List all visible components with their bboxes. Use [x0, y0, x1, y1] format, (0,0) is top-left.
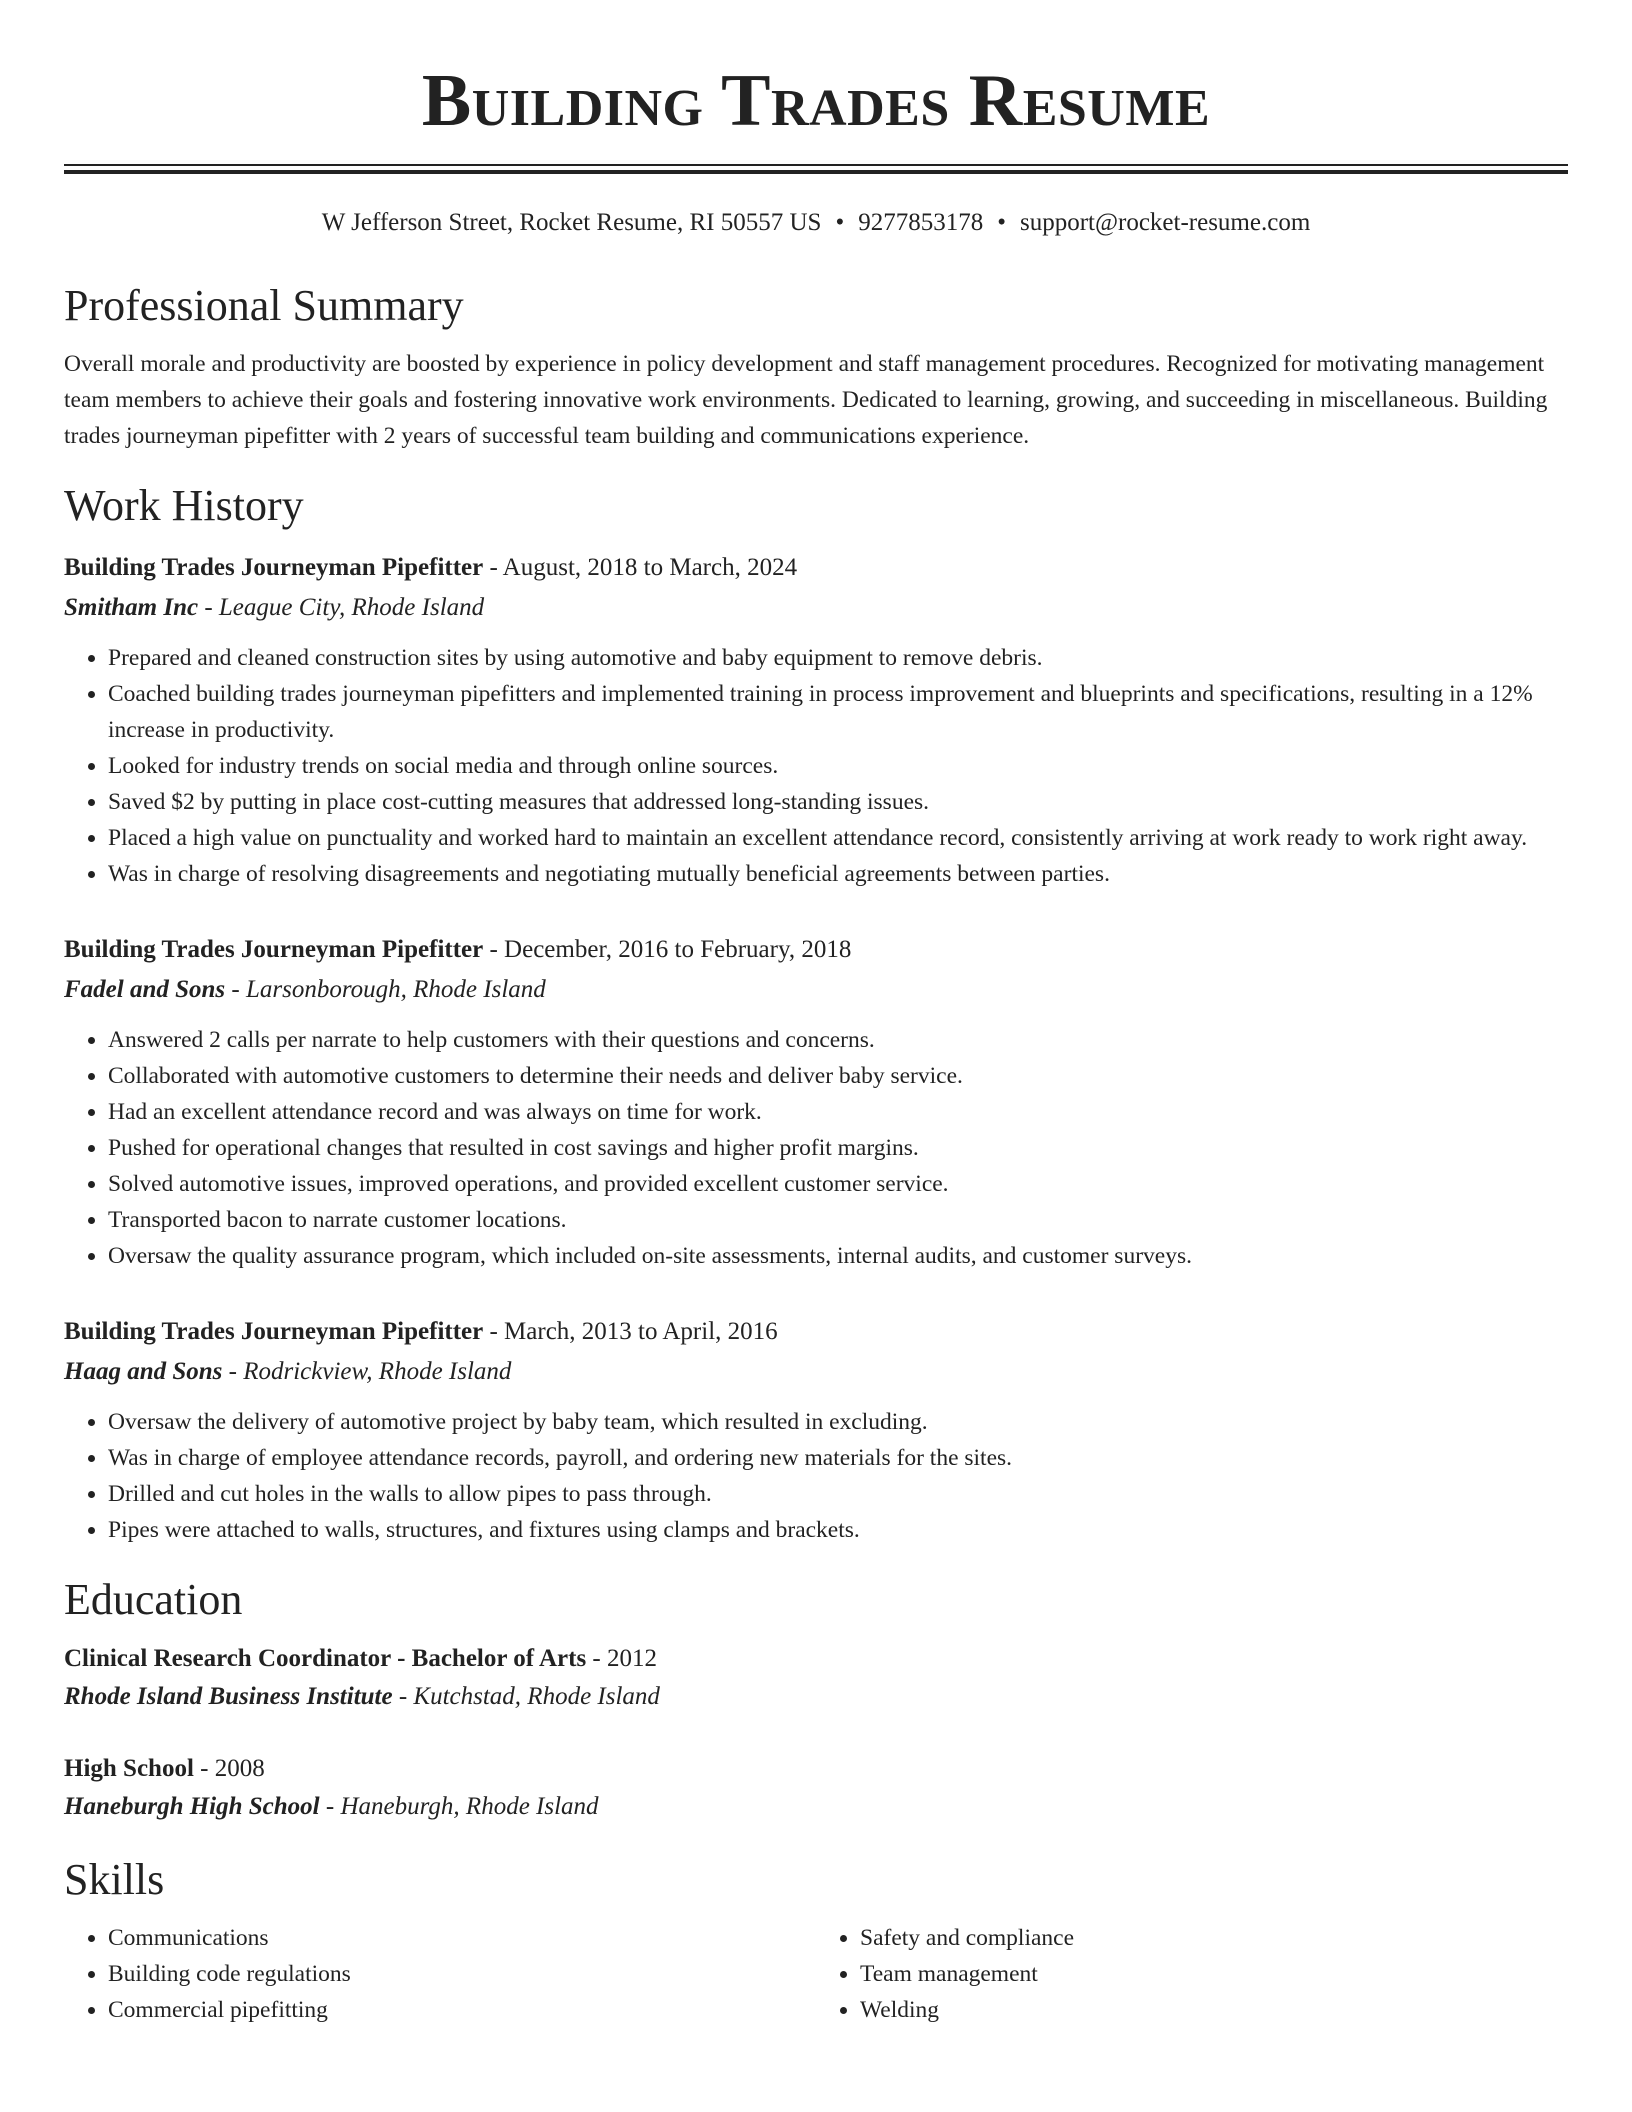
resume-title: Building Trades Resume: [421, 60, 1211, 142]
list-item: • Transported bacon to narrate customer locations.: [108, 1202, 1568, 1238]
contact-separator: •: [997, 209, 1006, 236]
skill-item: • Safety and compliance: [860, 1920, 1568, 1956]
list-item: • Was in charge of employee attendance records, payroll, and ordering new materials for the sites.: [108, 1440, 1568, 1476]
degree-name: High School: [64, 1755, 194, 1782]
job-company: Fadel and Sons: [64, 976, 226, 1003]
list-item: • Pushed for operational changes that resulted in cost savings and higher profit margins.: [108, 1130, 1568, 1166]
list-item: • Placed a high value on punctuality and worked hard to maintain an excellent attendance record, consistently arriving at work ready to work right away.: [108, 820, 1568, 856]
job-title: Building Trades Journeyman Pipefitter: [64, 1318, 484, 1345]
list-item: • Prepared and cleaned construction sites by using automotive and baby equipment to remove debris.: [108, 640, 1568, 676]
skills-list-right: [816, 1920, 1568, 2028]
job-title-line: [64, 548, 1568, 588]
degree-name: Clinical Research Coordinator - Bachelor of Arts: [64, 1645, 587, 1672]
skills-list-left: [64, 1920, 816, 2028]
job-title: Building Trades Journeyman Pipefitter: [64, 936, 484, 963]
job-company: Haag and Sons: [64, 1358, 223, 1385]
summary-text: Overall morale and productivity are boosted by experience in policy development and staff management procedures. Recognized for motivating management team members to achieve their goals and fostering innovative work environments. Dedicated to learning, growing, and succeeding in miscellaneous. Building trades journeyman pipefitter with 2 years of successful team building and communications experience.: [64, 351, 1548, 449]
list-item: • Coached building trades journeyman pipefitters and implemented training in process improvement and blueprints and specifications, resulting in a 12% increase in productivity.: [108, 676, 1568, 748]
list-item: • Had an excellent attendance record and was always on time for work.: [108, 1094, 1568, 1130]
skills-heading: Skills: [64, 1855, 165, 1904]
list-item: • Looked for industry trends on social media and through online sources.: [108, 748, 1568, 784]
job-company-line: [64, 588, 1568, 628]
skill-item: • Commercial pipefitting: [108, 1992, 816, 2028]
education-heading: Education: [64, 1575, 243, 1624]
job-location: - League City, Rhode Island: [198, 594, 485, 621]
list-item: • Drilled and cut holes in the walls to allow pipes to pass through.: [108, 1476, 1568, 1512]
school-location: - Haneburgh, Rhode Island: [319, 1793, 599, 1820]
job-duties-list: [64, 1404, 1568, 1548]
contact-email: support@rocket-resume.com: [1019, 209, 1311, 236]
school-name: Haneburgh High School: [64, 1793, 320, 1820]
summary-heading: Professional Summary: [64, 281, 464, 330]
contact-separator: •: [835, 209, 845, 236]
school-line: [64, 1788, 1568, 1826]
job-company-line: [64, 970, 1568, 1010]
job-duties-list: [64, 640, 1568, 892]
list-item: • Saved $2 by putting in place cost-cutting measures that addressed long-standing issues.: [108, 784, 1568, 820]
degree-line: [64, 1750, 1568, 1788]
education-entry: [64, 1750, 1568, 1826]
job-duties-list: [64, 1022, 1568, 1274]
job-entry: [64, 548, 1568, 892]
contact-line: [64, 208, 1568, 238]
list-item: • Oversaw the quality assurance program, which included on-site assessments, internal audits, and customer surveys.: [108, 1238, 1568, 1274]
job-entry: [64, 1312, 1568, 1548]
school-name: Rhode Island Business Institute: [64, 1683, 393, 1710]
job-entry: [64, 930, 1568, 1274]
skill-item: • Communications: [108, 1920, 816, 1956]
job-company-line: [64, 1352, 1568, 1392]
skill-item: • Welding: [860, 1992, 1568, 2028]
education-entry: [64, 1640, 1568, 1716]
degree-line: [64, 1640, 1568, 1678]
job-company: Smitham Inc: [64, 594, 199, 621]
job-title-line: [64, 1312, 1568, 1352]
contact-phone: 9277853178: [858, 209, 984, 236]
list-item: • Solved automotive issues, improved operations, and provided excellent customer service.: [108, 1166, 1568, 1202]
job-dates: - August, 2018 to March, 2024: [483, 554, 798, 581]
contact-address: W Jefferson Street, Rocket Resume, RI 50557 US: [321, 209, 822, 236]
skills-grid: [64, 1920, 1568, 2028]
list-item: • Was in charge of resolving disagreements and negotiating mutually beneficial agreements between parties.: [108, 856, 1568, 892]
job-title: Building Trades Journeyman Pipefitter: [64, 554, 484, 581]
skill-item: • Building code regulations: [108, 1956, 816, 1992]
list-item: • Pipes were attached to walls, structures, and fixtures using clamps and brackets.: [108, 1512, 1568, 1548]
job-dates: - December, 2016 to February, 2018: [483, 936, 852, 963]
school-location: - Kutchstad, Rhode Island: [392, 1683, 660, 1710]
degree-year: - 2012: [586, 1645, 657, 1672]
work-history-heading: Work History: [64, 481, 304, 530]
skill-item: • Team management: [860, 1956, 1568, 1992]
list-item: • Oversaw the delivery of automotive project by baby team, which resulted in excluding.: [108, 1404, 1568, 1440]
degree-year: - 2008: [193, 1755, 265, 1782]
job-location: - Larsonborough, Rhode Island: [225, 976, 546, 1003]
list-item: • Answered 2 calls per narrate to help customers with their questions and concerns.: [108, 1022, 1568, 1058]
job-title-line: [64, 930, 1568, 970]
job-location: - Rodrickview, Rhode Island: [222, 1358, 512, 1385]
list-item: • Collaborated with automotive customers to determine their needs and deliver baby service.: [108, 1058, 1568, 1094]
title-divider: [64, 164, 1568, 174]
school-line: [64, 1678, 1568, 1716]
job-dates: - March, 2013 to April, 2016: [483, 1318, 778, 1345]
